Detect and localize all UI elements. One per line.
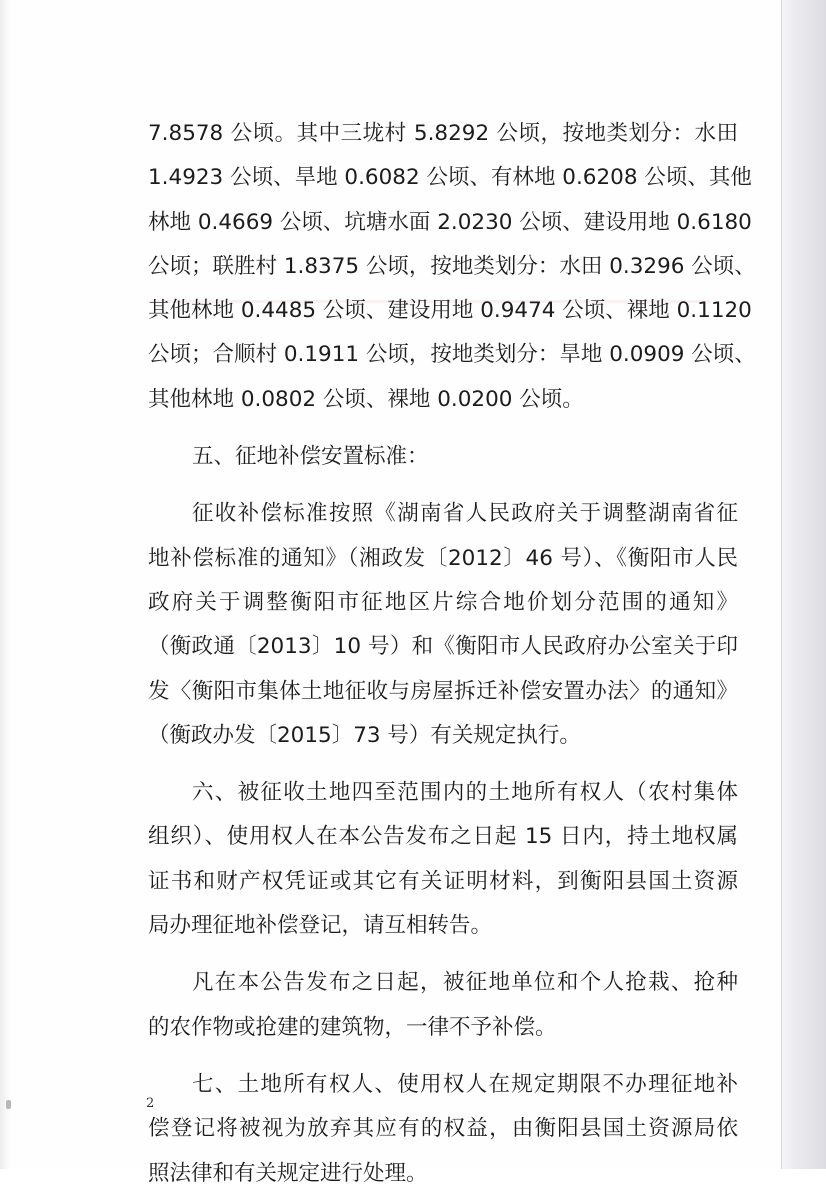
scan-speck <box>6 1100 11 1109</box>
document-body <box>148 112 756 1196</box>
text-line: 其他林地 0.4485 公顷、建设用地 0.9474 公顷、裸地 0.1120 <box>148 298 752 324</box>
scan-right-edge <box>781 0 826 1169</box>
text-line: 组织）、使用权人在本公告发布之日起 15 日内，持土地权属 <box>148 824 738 850</box>
text-line: 其他林地 0.0802 公顷、裸地 0.0200 公顷。 <box>148 386 584 412</box>
text-line: 局办理征地补偿登记，请互相转告。 <box>148 913 493 939</box>
text-line: 公顷；联胜村 1.8375 公顷，按地类划分：水田 0.3296 公顷、 <box>148 253 756 279</box>
text-line: 地补偿标准的通知》（湘政发〔2012〕46 号）、《衡阳市人民 <box>148 545 738 571</box>
text-line: 凡在本公告发布之日起，被征地单位和个人抢栽、抢种 <box>192 970 738 996</box>
section-heading: 六、被征收土地四至范围内的土地所有权人（农村集体 <box>192 780 738 806</box>
text-line: 7.8578 公顷。其中三垅村 5.8292 公顷，按地类划分：水田 <box>148 121 738 146</box>
text-line: 偿登记将被视为放弃其应有的权益，由衡阳县国土资源局依 <box>148 1116 738 1142</box>
text-line: 林地 0.4669 公顷、坑塘水面 2.0230 公顷、建设用地 0.6180 <box>148 209 752 235</box>
text-line: 照法律和有关规定进行处理。 <box>148 1160 428 1186</box>
text-line: 公顷；合顺村 0.1911 公顷，按地类划分：旱地 0.0909 公顷、 <box>148 342 756 368</box>
section-heading: 七、土地所有权人、使用权人在规定期限不办理征地补 <box>192 1071 738 1097</box>
text-line: 发〈衡阳市集体土地征收与房屋拆迁补偿安置办法〉的通知》 <box>148 678 738 704</box>
text-line: 的农作物或抢建的建筑物，一律不予补偿。 <box>148 1014 557 1040</box>
text-line: （衡政办发〔2015〕73 号）有关规定执行。 <box>148 722 581 748</box>
section-heading: 五、征地补偿安置标准： <box>192 444 429 470</box>
text-line: 1.4923 公顷、旱地 0.6082 公顷、有林地 0.6208 公顷、其他 <box>148 165 752 191</box>
page-number: 2 <box>146 1096 155 1111</box>
text-line: 政府关于调整衡阳市征地区片综合地价划分范围的通知》 <box>148 589 738 615</box>
text-line: 征收补偿标准按照《湖南省人民政府关于调整湖南省征 <box>192 501 738 527</box>
text-line: （衡政通〔2013〕10 号）和《衡阳市人民政府办公室关于印 <box>148 634 738 660</box>
scan-left-shadow <box>0 0 10 1169</box>
text-line: 证书和财产权凭证或其它有关证明材料，到衡阳县国土资源 <box>148 868 738 894</box>
